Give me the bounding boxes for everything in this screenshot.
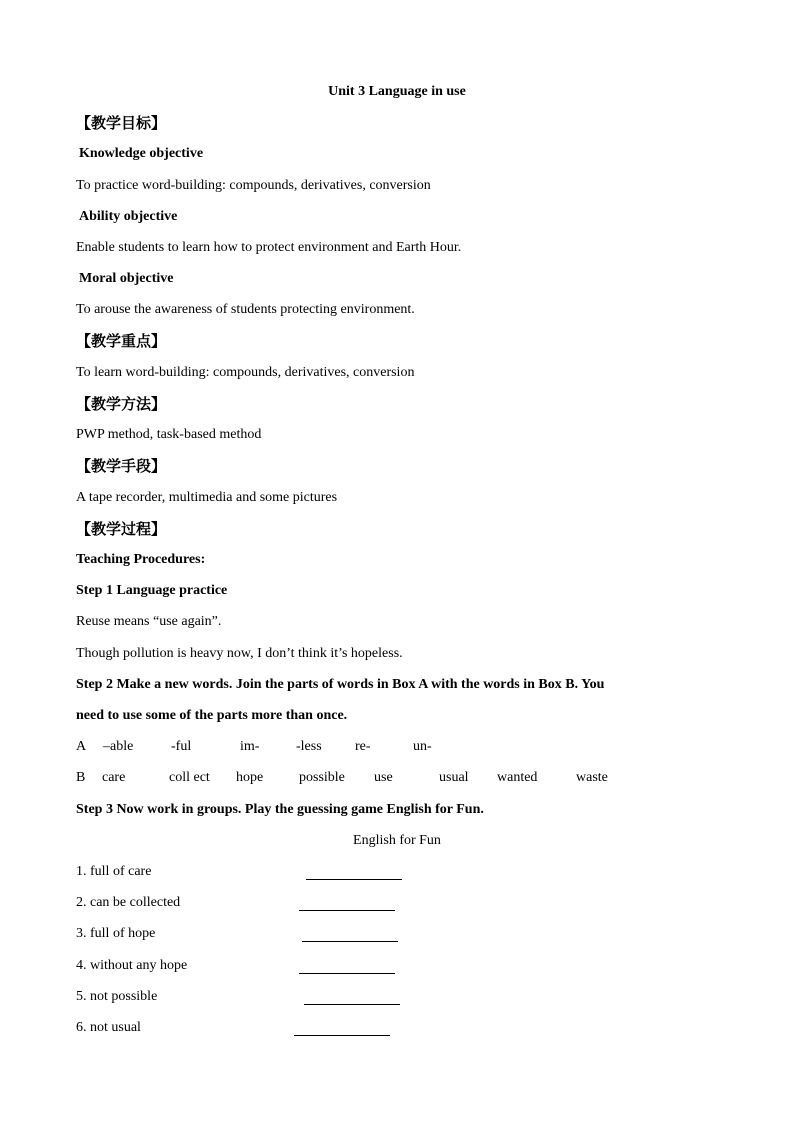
- step1-line: Though pollution is heavy now, I don’t think it’s hopeless.: [76, 646, 403, 661]
- answer-blank[interactable]: [294, 1035, 390, 1036]
- box-b-word: usual: [439, 770, 469, 785]
- box-a-part: –able: [103, 739, 134, 754]
- answer-blank[interactable]: [299, 973, 395, 974]
- key-points-heading: 【教学重点】: [76, 332, 167, 350]
- game-item: 4. without any hope: [76, 958, 188, 973]
- moral-text: To arouse the awareness of students protecting environment.: [76, 302, 415, 317]
- step2-instruction: Step 2 Make a new words. Join the parts of words in Box A with the words in Box B. You: [76, 677, 605, 692]
- box-b-word: wanted: [497, 770, 538, 785]
- ability-text: Enable students to learn how to protect environment and Earth Hour.: [76, 240, 462, 255]
- procedures-heading: Teaching Procedures:: [76, 552, 206, 567]
- box-a-part: im-: [240, 739, 260, 754]
- knowledge-text: To practice word-building: compounds, derivatives, conversion: [76, 178, 431, 193]
- answer-blank[interactable]: [299, 910, 395, 911]
- step1-line: Reuse means “use again”.: [76, 614, 222, 629]
- box-b-word: possible: [299, 770, 345, 785]
- methods-heading: 【教学方法】: [76, 395, 167, 413]
- moral-heading: Moral objective: [79, 271, 174, 286]
- box-b-word: hope: [236, 770, 264, 785]
- game-item: 3. full of hope: [76, 926, 156, 941]
- step3-heading: Step 3 Now work in groups. Play the guessing game English for Fun.: [76, 802, 484, 817]
- box-a-label: A: [76, 739, 87, 754]
- game-item: 6. not usual: [76, 1020, 141, 1035]
- box-b-label: B: [76, 770, 86, 785]
- box-a-part: -less: [296, 739, 322, 754]
- means-text: A tape recorder, multimedia and some pictures: [76, 490, 338, 505]
- step1-heading: Step 1 Language practice: [76, 583, 228, 598]
- answer-blank[interactable]: [302, 941, 398, 942]
- box-b-word: care: [102, 770, 126, 785]
- page-title: Unit 3 Language in use: [328, 84, 466, 99]
- box-b-word: use: [374, 770, 393, 785]
- game-item: 2. can be collected: [76, 895, 181, 910]
- game-item: 5. not possible: [76, 989, 158, 1004]
- box-a-part: un-: [413, 739, 432, 754]
- box-b-word: waste: [576, 770, 608, 785]
- process-heading: 【教学过程】: [76, 520, 167, 538]
- objectives-heading: 【教学目标】: [76, 114, 167, 132]
- box-a-part: -ful: [171, 739, 192, 754]
- game-title: English for Fun: [353, 833, 441, 848]
- ability-heading: Ability objective: [79, 209, 178, 224]
- means-heading: 【教学手段】: [76, 457, 167, 475]
- answer-blank[interactable]: [306, 879, 402, 880]
- game-item: 1. full of care: [76, 864, 152, 879]
- box-a-part: re-: [355, 739, 371, 754]
- box-b-word: coll ect: [169, 770, 210, 785]
- step2-instruction: need to use some of the parts more than once.: [76, 708, 348, 723]
- knowledge-heading: Knowledge objective: [79, 146, 204, 161]
- answer-blank[interactable]: [304, 1004, 400, 1005]
- key-points-text: To learn word-building: compounds, derivatives, conversion: [76, 365, 415, 380]
- methods-text: PWP method, task-based method: [76, 427, 262, 442]
